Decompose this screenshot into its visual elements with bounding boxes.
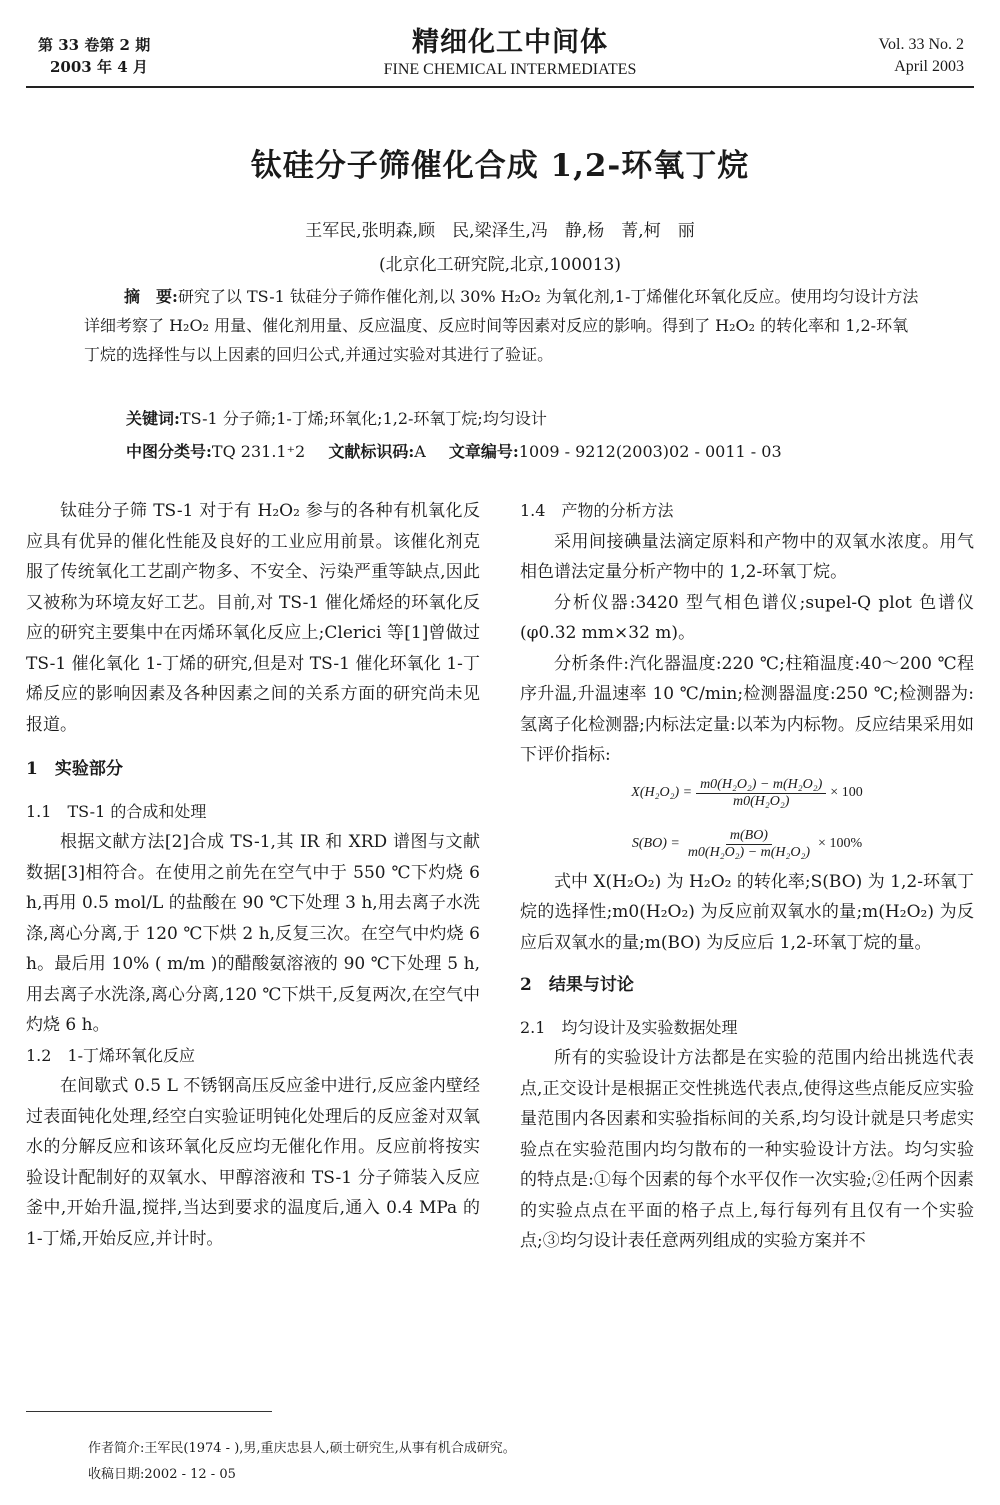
abstract-label: 摘 要:: [124, 287, 178, 306]
received-date-footnote: 收稿日期:2002 - 12 - 05: [88, 1467, 236, 1482]
subsection-2-1-heading: 2.1 均匀设计及实验数据处理: [520, 1017, 738, 1037]
formula-selectivity-fraction: [684, 828, 814, 861]
keywords-label: 关键词:: [126, 409, 180, 428]
header-volume-issue: [38, 34, 150, 78]
formula-conversion-numerator: m0(H₂O₂) − m(H₂O₂): [696, 777, 826, 794]
formula-explanation-paragraph: 式中 X(H₂O₂) 为 H₂O₂ 的转化率;S(BO) 为 1,2-环氧丁烷的选择性;m0(H₂O₂) 为反应前双氧水的量;m(H₂O₂) 为反应后双氧水的量;m(BO) 为反应后 1,2-环氧丁烷的量。: [520, 871, 974, 953]
footnote-divider: [26, 1411, 272, 1412]
intro-paragraph: 钛硅分子筛 TS-1 对于有 H₂O₂ 参与的各种有机氧化反应具有优异的催化性能及良好的工业应用前景。该催化剂克服了传统氧化工艺副产物多、不安全、污染严重等缺点,因此又被称为环境友好工艺。目前,对 TS-1 催化烯烃的环氧化反应的研究主要集中在丙烯环氧化反应上;Clerici 等[1]曾做过 TS-1 催化氧化 1-丁烯的研究,但是对 TS-1 催化环氧化 1-丁烯反应的影响因素及各种因素之间的关系方面的研究尚未见报道。: [26, 501, 480, 735]
formula-conversion-fraction: [696, 777, 826, 810]
journal-name-en: FINE CHEMICAL INTERMEDIATES: [383, 61, 637, 78]
formula-selectivity-lhs: S(BO) =: [631, 835, 680, 851]
subsection-1-1-heading: 1.1 TS-1 的合成和处理: [26, 801, 207, 821]
clc-value: TQ 231.1⁺2: [211, 442, 306, 461]
date-en: April 2003: [894, 58, 964, 75]
section-2-heading: 2 结果与讨论: [520, 975, 634, 995]
subsection-1-2-heading: 1.2 1-丁烯环氧化反应: [26, 1045, 196, 1065]
volume-en: Vol. 33 No. 2: [878, 36, 964, 53]
classification-line: [126, 438, 926, 466]
author-bio-footnote: 作者简介:王军民(1974 - ),男,重庆忠县人,硕士研究生,从事有机合成研究。: [88, 1441, 516, 1456]
subsection-1-2-paragraph: 在间歇式 0.5 L 不锈钢高压反应釜中进行,反应釜内壁经过表面钝化处理,经空白实验证明钝化处理后的反应釜对双氧水的分解反应和该环氧化反应均无催化作用。反应前将按实验设计配制好的双氧水、甲醇溶液和 TS-1 分子筛装入反应釜中,开始升温,搅拌,当达到要求的温度后,通入 0.4 MPa 的 1-丁烯,开始反应,并计时。: [26, 1076, 480, 1249]
header-volume-en: [879, 34, 965, 78]
abstract: [84, 282, 920, 369]
subsection-2-1-paragraph: 所有的实验设计方法都是在实验的范围内给出挑选代表点,正交设计是根据正交性挑选代表点,使得这些点能反应实验量范围内各因素和实验指标间的关系,均匀设计就是只考虑实验点在实验范围内均匀散布的一种实验设计方法。均匀实验的特点是:①每个因素的每个水平仅作一次实验;②任两个因素的实验点点在平面的格子点上,每行每列有且仅有一个实验点;③均匀设计表任意两列组成的实验方案并不: [520, 1048, 974, 1251]
formula-selectivity-tail: × 100%: [818, 835, 863, 851]
doc-code-value: A: [414, 442, 426, 461]
volume-cn: 第 33 卷第 2 期: [38, 36, 151, 54]
formula-conversion-lhs: X(H₂O₂) =: [631, 784, 693, 800]
section-1-heading: 1 实验部分: [26, 759, 123, 779]
journal-name-cn: 精细化工中间体: [412, 27, 608, 58]
subsection-1-1-paragraph: 根据文献方法[2]合成 TS-1,其 IR 和 XRD 谱图与文献数据[3]相符合。在使用之前先在空气中于 550 ℃下灼烧 6 h,再用 0.5 mol/L 的盐酸在 90 ℃下处理 3 h,用去离子水洗涤,离心分离,于 120 ℃下烘 2 h,反复三次。在空气中灼烧 6 h。最后用 10% ( m/m )的醋酸氨溶液的 90 ℃下处理 5 h,用去离子水洗涤,离心分离,120 ℃下烘干,反复两次,在空气中灼烧 6 h。: [26, 832, 480, 1035]
formula-selectivity-numerator: m(BO): [726, 828, 772, 845]
affiliation: (北京化工研究院,北京,100013): [379, 255, 621, 275]
subsection-1-4-heading: 1.4 产物的分析方法: [520, 501, 674, 520]
doc-code-label: 文献标识码:: [328, 442, 415, 461]
formula-selectivity-denominator: m0(H₂O₂) − m(H₂O₂): [687, 844, 811, 860]
left-column: [26, 496, 480, 1254]
paper-title: 钛硅分子筛催化合成 1,2-环氧丁烷: [250, 148, 750, 184]
date-cn: 2003 年 4 月: [50, 58, 148, 76]
formula-conversion: [520, 777, 974, 810]
instrument-paragraph: 分析仪器:3420 型气相色谱仪;supel-Q plot 色谱仪(φ0.32 mm×32 m)。: [520, 592, 974, 643]
formula-selectivity: [520, 828, 974, 861]
formula-conversion-tail: × 100: [830, 784, 863, 800]
article-no-value: 1009 - 9212(2003)02 - 0011 - 03: [518, 442, 782, 461]
right-column: [520, 496, 974, 1257]
clc-label: 中图分类号:: [126, 442, 212, 461]
article-no-label: 文章编号:: [448, 442, 519, 461]
header-divider: [26, 86, 974, 88]
analysis-method-paragraph: 采用间接碘量法滴定原料和产物中的双氧水浓度。用气相色谱法定量分析产物中的 1,2-环氧丁烷。: [520, 531, 974, 582]
keywords-text: TS-1 分子筛;1-丁烯;环氧化;1,2-环氧丁烷;均匀设计: [179, 409, 547, 428]
abstract-text: 研究了以 TS-1 钛硅分子筛作催化剂,以 30% H₂O₂ 为氧化剂,1-丁烯催化环氧化反应。使用均匀设计方法详细考察了 H₂O₂ 用量、催化剂用量、反应温度、反应时间等因素对反应的影响。得到了 H₂O₂ 的转化率和 1,2-环氧丁烷的选择性与以上因素的回归公式,并通过实验对其进行了验证。: [84, 287, 919, 364]
journal-masthead: [320, 26, 700, 80]
conditions-paragraph: 分析条件:汽化器温度:220 ℃;柱箱温度:40～200 ℃程序升温,升温速率 10 ℃/min;检测器温度:250 ℃;检测器为:氢离子化检测器;内标法定量:以苯为内标物。反应结果采用如下评价指标:: [520, 653, 974, 765]
author-list: 王军民,张明森,顾 民,梁泽生,冯 静,杨 菁,柯 丽: [305, 221, 695, 241]
keywords: [126, 405, 926, 433]
formula-conversion-denominator: m0(H₂O₂): [732, 793, 790, 809]
